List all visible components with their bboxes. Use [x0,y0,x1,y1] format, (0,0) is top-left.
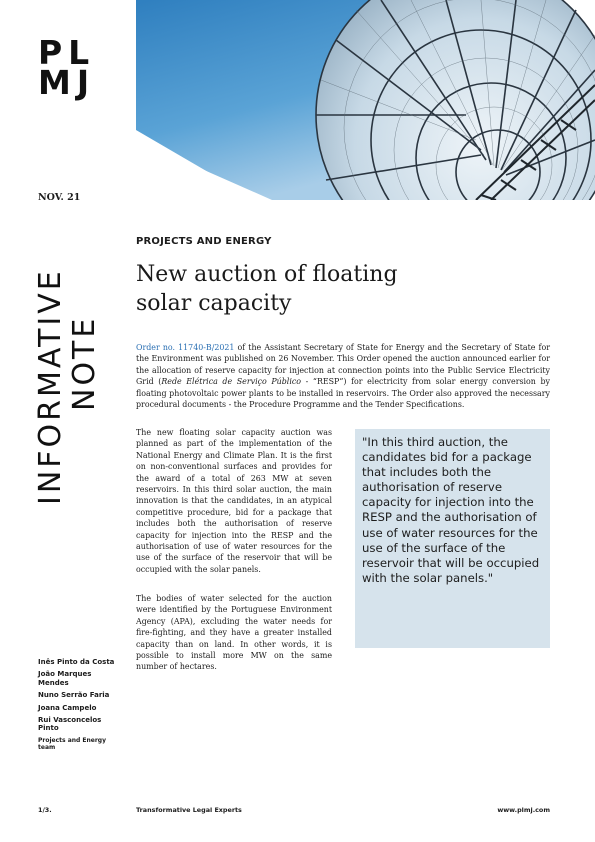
vertical-title-line-2: NOTE [67,315,102,411]
author-name: João Marques Mendes [38,670,92,687]
author-name: Inês Pinto da Costa [38,658,115,666]
intro-text-1: of the Assistant Secretary of State for Energy and the Secretary of State for the Environment was published on 26 November. This Order opened the auction announced earlier for the allocation of reserve capacity for injection at connection points into the Public Service Electricity Grid ( [136,343,550,387]
intro-text-2: - “RESP”) for electricity from solar energy conversion by floating photovoltaic power plants to be installed in reservoirs. The Order also approved the necessary procedural documents - the Procedure Programme and the Tender Specifications. [136,377,550,410]
page-number: 1/3. [38,806,52,814]
issue-date: NOV. 21 [38,192,81,203]
title-line-2: solar capacity [136,291,292,316]
intro-italic: Rede Elétrica de Serviço Público [161,377,302,387]
authors-list [38,658,118,751]
logo-line-2: MJ [38,63,96,102]
website-link[interactable]: www.plmj.com [497,806,550,814]
pull-quote: "In this third auction, the candidates bid for a package that includes both the authorisation of reserve capacity for injection into the RESP and the authorisation of use of water resources for the use of the surface of the reservoir that will be occupied with the solar panels." [355,429,550,648]
article-title [136,260,436,318]
title-line-1: New auction of floating [136,262,398,287]
vertical-title-line-1: INFORMATIVE [33,268,68,505]
category-label: PROJECTS AND ENERGY [136,236,272,247]
order-link[interactable]: Order no. 11740-B/2021 [136,343,235,352]
footer-tagline: Transformative Legal Experts [136,806,242,814]
author-name: Nuno Serrão Faria [38,691,110,700]
document-type-title [34,268,102,505]
plmj-logo [38,33,100,102]
team-label: Projects and Energy team [38,736,106,751]
logo-line-1: PL [38,33,96,72]
body-paragraph-1: The new floating solar capacity auction was planned as part of the implementation of the National Energy and Climate Plan. It is the first on non-conventional surfaces and provides for the award of a total of 263 MW at seven reservoirs. In this third solar auction, the main innovation is that the candidates, in an atypical competitive procedure, bid for a package that includes both the authorisation of reserve capacity for injection into the RESP and the authorisation of use of water resources for the use of the surface of the reservoir that will be occupied with the solar panels. [136,428,332,574]
intro-paragraph [136,342,550,410]
body-paragraph-2: The bodies of water selected for the auction were identified by the Portuguese Environment Agency (APA), excluding the water needs for fire-fighting, and they have a greater installed capacity than on land. In other words, it is possible to install more MW on the same number of hectares. [136,594,332,672]
author-name: Joana Campelo [38,703,97,712]
author-name: Rui Vasconcelos Pinto [38,716,102,733]
hero-image [136,0,595,200]
